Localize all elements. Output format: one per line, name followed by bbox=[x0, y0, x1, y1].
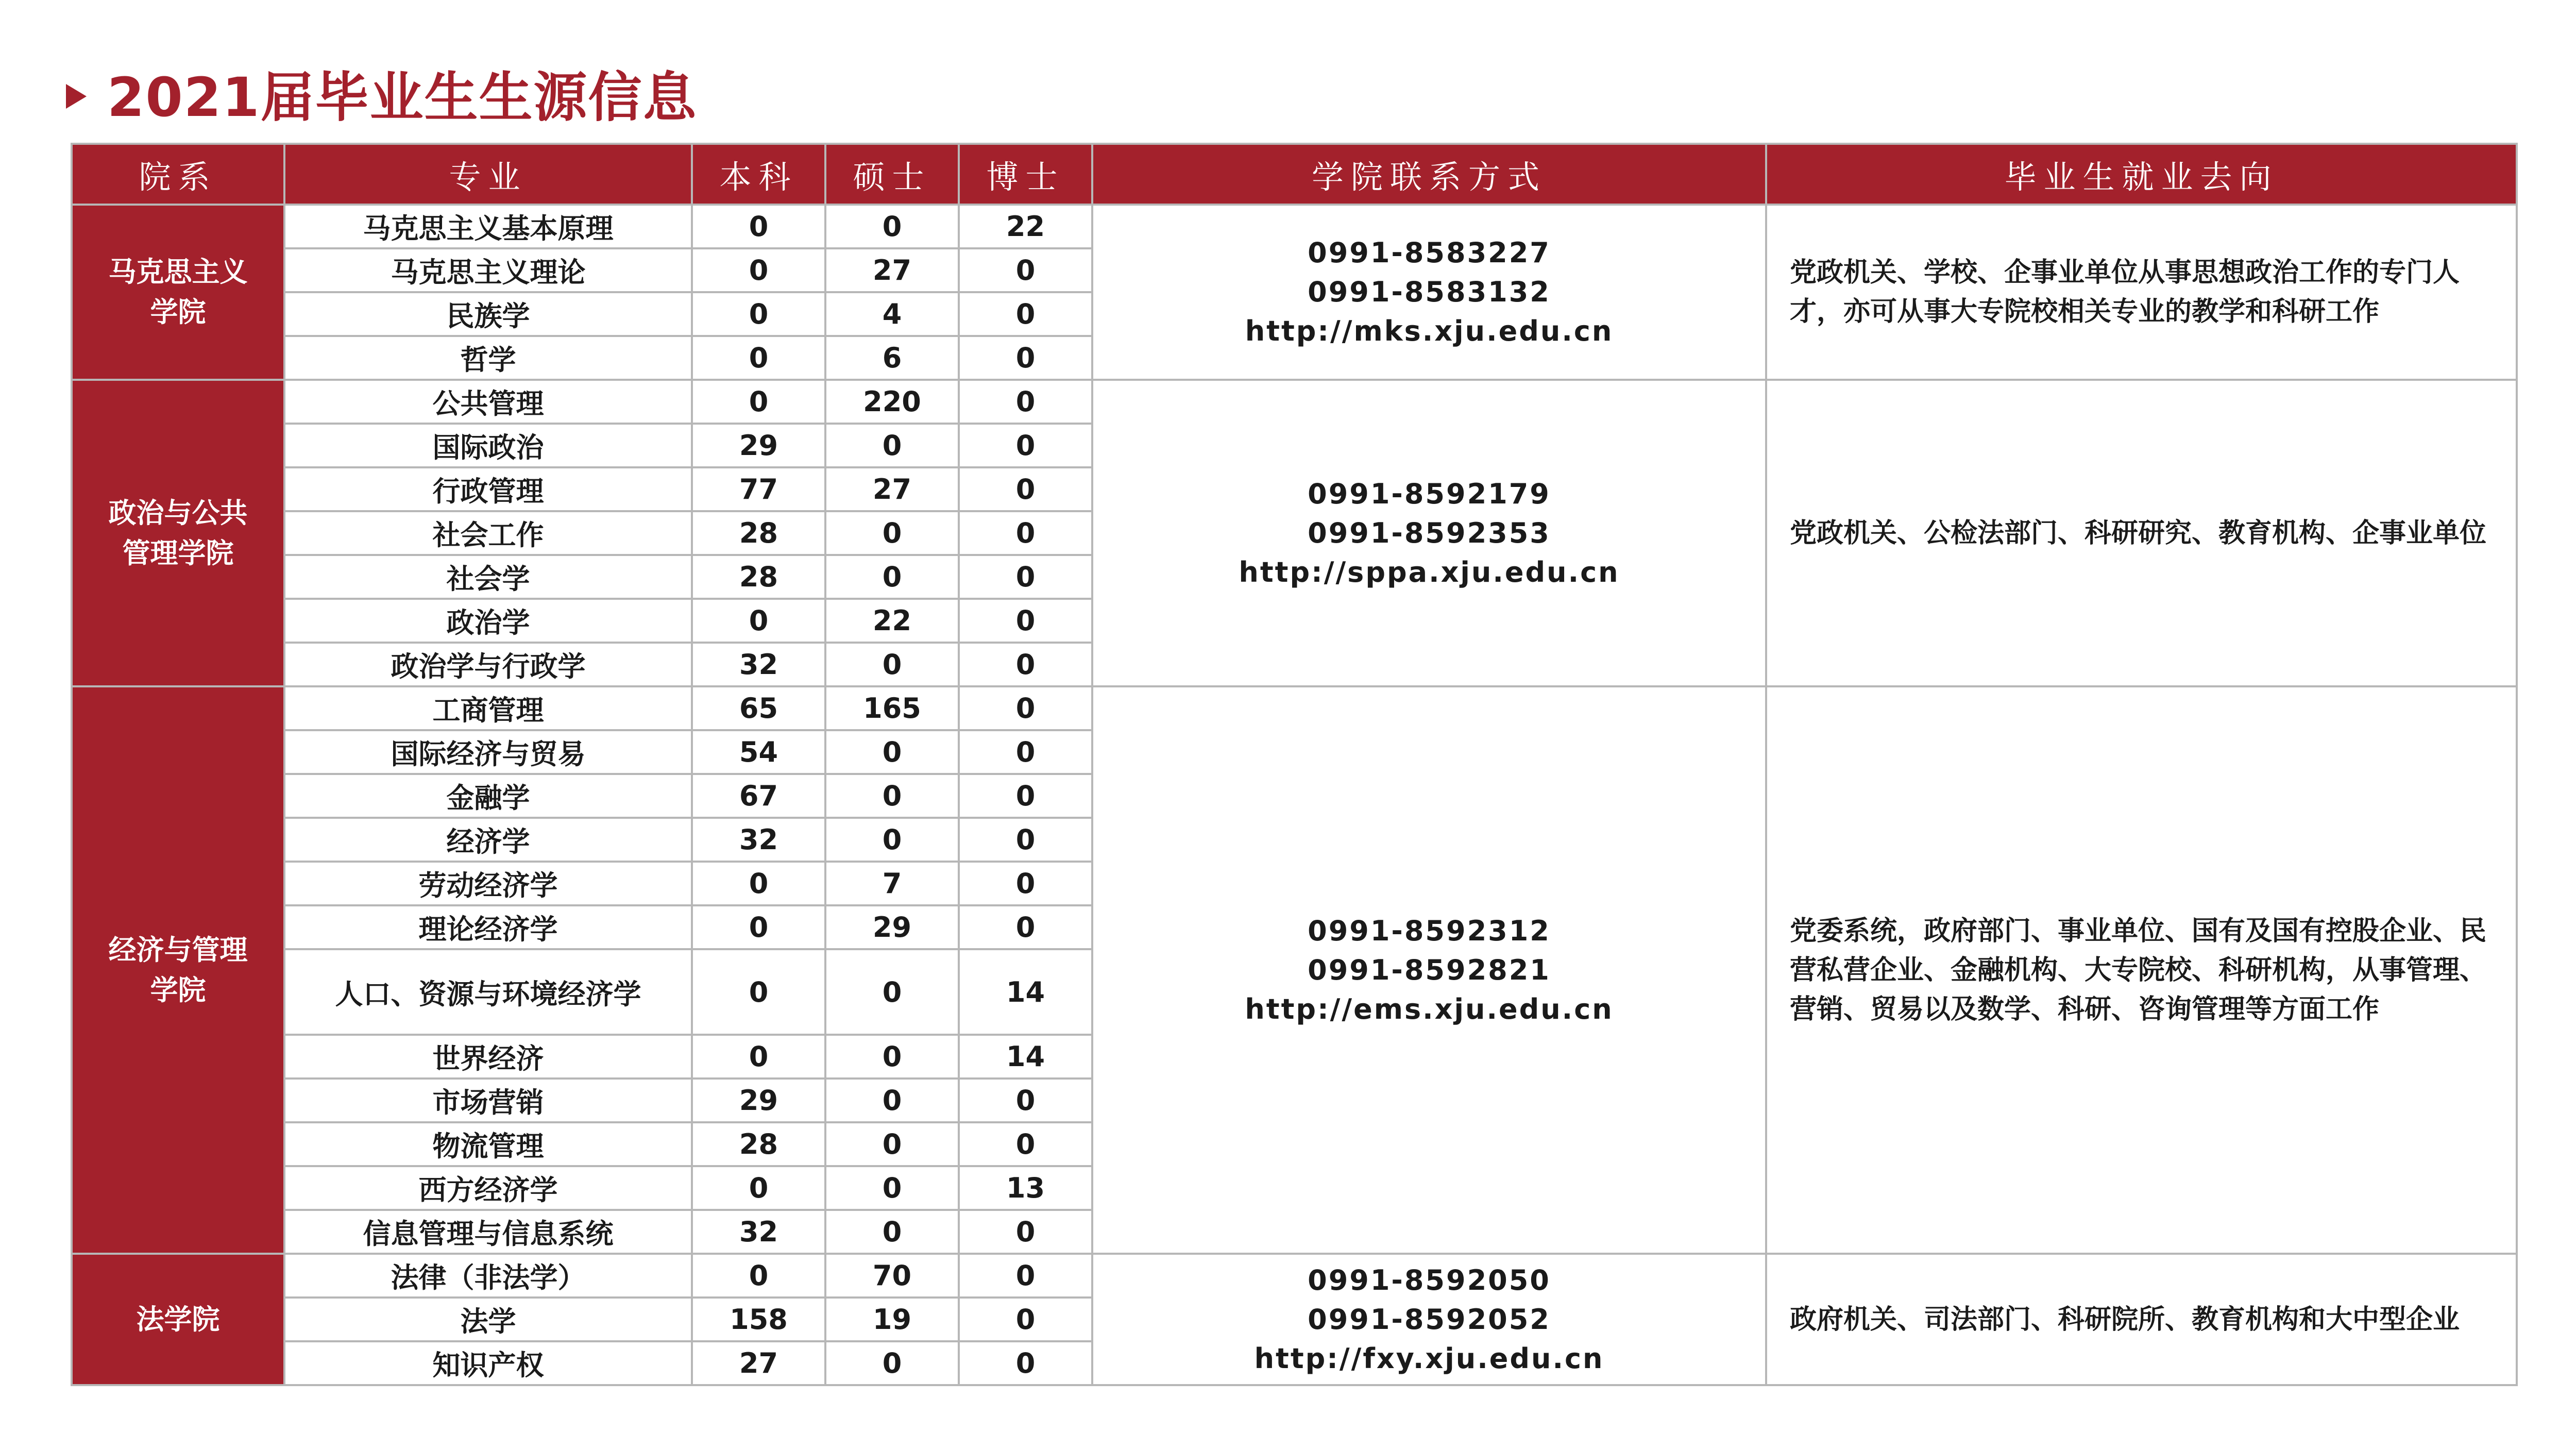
doctor-count: 0 bbox=[959, 1122, 1092, 1166]
doctor-count: 14 bbox=[959, 1035, 1092, 1079]
doctor-count: 0 bbox=[959, 686, 1092, 730]
doctor-count: 0 bbox=[959, 555, 1092, 599]
bachelor-count: 27 bbox=[692, 1341, 825, 1385]
header-major: 专业 bbox=[284, 144, 692, 205]
major-cell: 马克思主义理论 bbox=[284, 248, 692, 292]
bachelor-count: 77 bbox=[692, 467, 825, 511]
dept-cell bbox=[72, 205, 284, 380]
doctor-count: 14 bbox=[959, 949, 1092, 1035]
bachelor-count: 0 bbox=[692, 336, 825, 380]
master-count: 0 bbox=[825, 1122, 959, 1166]
major-cell: 劳动经济学 bbox=[284, 862, 692, 905]
bachelor-count: 0 bbox=[692, 1166, 825, 1210]
bachelor-count: 0 bbox=[692, 205, 825, 248]
major-cell: 政治学与行政学 bbox=[284, 643, 692, 686]
bachelor-count: 158 bbox=[692, 1298, 825, 1341]
master-count: 70 bbox=[825, 1254, 959, 1298]
dept-name-line: 法学院 bbox=[136, 1303, 220, 1336]
master-count: 0 bbox=[825, 1035, 959, 1079]
master-count: 19 bbox=[825, 1298, 959, 1341]
phone-number: 0991-8592050 bbox=[1308, 1263, 1551, 1296]
bachelor-count: 32 bbox=[692, 1210, 825, 1254]
master-count: 0 bbox=[825, 205, 959, 248]
major-cell: 市场营销 bbox=[284, 1079, 692, 1122]
doctor-count: 0 bbox=[959, 730, 1092, 774]
bachelor-count: 28 bbox=[692, 511, 825, 555]
doctor-count: 0 bbox=[959, 380, 1092, 424]
phone-number: 0991-8583132 bbox=[1308, 276, 1551, 308]
contact-cell bbox=[1092, 686, 1766, 1254]
major-cell: 马克思主义基本原理 bbox=[284, 205, 692, 248]
phone-number: 0991-8592179 bbox=[1308, 477, 1551, 510]
contact-cell bbox=[1092, 205, 1766, 380]
master-count: 7 bbox=[825, 862, 959, 905]
doctor-count: 0 bbox=[959, 818, 1092, 862]
dept-name-line: 马克思主义 bbox=[108, 256, 248, 288]
bachelor-count: 0 bbox=[692, 905, 825, 949]
bachelor-count: 0 bbox=[692, 248, 825, 292]
doctor-count: 0 bbox=[959, 774, 1092, 818]
bachelor-count: 29 bbox=[692, 1079, 825, 1122]
bachelor-count: 32 bbox=[692, 643, 825, 686]
table-row bbox=[72, 686, 2517, 730]
destination-cell: 党政机关、学校、企事业单位从事思想政治工作的专门人才，亦可从事大专院校相关专业的教学和科研工作 bbox=[1766, 205, 2517, 380]
master-count: 0 bbox=[825, 949, 959, 1035]
major-cell: 民族学 bbox=[284, 292, 692, 336]
bachelor-count: 0 bbox=[692, 1254, 825, 1298]
bachelor-count: 65 bbox=[692, 686, 825, 730]
master-count: 4 bbox=[825, 292, 959, 336]
header-bachelor: 本科 bbox=[692, 144, 825, 205]
master-count: 0 bbox=[825, 555, 959, 599]
bachelor-count: 54 bbox=[692, 730, 825, 774]
phone-number: 0991-8592052 bbox=[1308, 1303, 1551, 1336]
dept-name-line: 政治与公共 bbox=[108, 496, 248, 529]
website-url: http://sppa.xju.edu.cn bbox=[1239, 555, 1620, 588]
dept-cell bbox=[72, 380, 284, 686]
major-cell: 知识产权 bbox=[284, 1341, 692, 1385]
master-count: 165 bbox=[825, 686, 959, 730]
doctor-count: 0 bbox=[959, 1254, 1092, 1298]
bachelor-count: 32 bbox=[692, 818, 825, 862]
bachelor-count: 28 bbox=[692, 1122, 825, 1166]
master-count: 0 bbox=[825, 1210, 959, 1254]
major-cell: 国际经济与贸易 bbox=[284, 730, 692, 774]
master-count: 0 bbox=[825, 1079, 959, 1122]
dept-cell bbox=[72, 686, 284, 1254]
major-cell: 公共管理 bbox=[284, 380, 692, 424]
bachelor-count: 0 bbox=[692, 599, 825, 643]
major-cell: 哲学 bbox=[284, 336, 692, 380]
doctor-count: 0 bbox=[959, 511, 1092, 555]
doctor-count: 0 bbox=[959, 292, 1092, 336]
bachelor-count: 0 bbox=[692, 1035, 825, 1079]
website-url: http://fxy.xju.edu.cn bbox=[1254, 1342, 1604, 1375]
major-cell: 理论经济学 bbox=[284, 905, 692, 949]
master-count: 29 bbox=[825, 905, 959, 949]
major-cell: 行政管理 bbox=[284, 467, 692, 511]
phone-number: 0991-8592312 bbox=[1308, 914, 1551, 947]
major-cell: 政治学 bbox=[284, 599, 692, 643]
major-cell: 社会工作 bbox=[284, 511, 692, 555]
doctor-count: 0 bbox=[959, 643, 1092, 686]
website-url: http://ems.xju.edu.cn bbox=[1245, 992, 1614, 1025]
doctor-count: 0 bbox=[959, 1079, 1092, 1122]
dept-name-line: 学院 bbox=[150, 296, 206, 328]
master-count: 0 bbox=[825, 424, 959, 467]
doctor-count: 0 bbox=[959, 467, 1092, 511]
doctor-count: 0 bbox=[959, 1298, 1092, 1341]
major-cell: 西方经济学 bbox=[284, 1166, 692, 1210]
doctor-count: 0 bbox=[959, 599, 1092, 643]
major-cell: 人口、资源与环境经济学 bbox=[284, 949, 692, 1035]
doctor-count: 0 bbox=[959, 424, 1092, 467]
header-master: 硕士 bbox=[825, 144, 959, 205]
contact-cell bbox=[1092, 380, 1766, 686]
bachelor-count: 29 bbox=[692, 424, 825, 467]
major-cell: 法律（非法学） bbox=[284, 1254, 692, 1298]
bachelor-count: 0 bbox=[692, 292, 825, 336]
major-cell: 物流管理 bbox=[284, 1122, 692, 1166]
master-count: 0 bbox=[825, 1341, 959, 1385]
triangle-bullet-icon bbox=[66, 84, 87, 109]
master-count: 0 bbox=[825, 1166, 959, 1210]
destination-cell: 政府机关、司法部门、科研院所、教育机构和大中型企业 bbox=[1766, 1254, 2517, 1385]
doctor-count: 0 bbox=[959, 1341, 1092, 1385]
major-cell: 世界经济 bbox=[284, 1035, 692, 1079]
doctor-count: 22 bbox=[959, 205, 1092, 248]
phone-number: 0991-8592353 bbox=[1308, 516, 1551, 549]
major-cell: 工商管理 bbox=[284, 686, 692, 730]
dept-cell bbox=[72, 1254, 284, 1385]
master-count: 0 bbox=[825, 818, 959, 862]
phone-number: 0991-8583227 bbox=[1308, 237, 1551, 269]
major-cell: 国际政治 bbox=[284, 424, 692, 467]
master-count: 6 bbox=[825, 336, 959, 380]
bachelor-count: 0 bbox=[692, 380, 825, 424]
doctor-count: 13 bbox=[959, 1166, 1092, 1210]
phone-number: 0991-8592821 bbox=[1308, 953, 1551, 986]
major-cell: 经济学 bbox=[284, 818, 692, 862]
major-cell: 金融学 bbox=[284, 774, 692, 818]
major-cell: 信息管理与信息系统 bbox=[284, 1210, 692, 1254]
master-count: 27 bbox=[825, 467, 959, 511]
dept-name-line: 学院 bbox=[150, 973, 206, 1006]
dept-name-line: 管理学院 bbox=[122, 536, 234, 569]
doctor-count: 0 bbox=[959, 248, 1092, 292]
header-contact: 学院联系方式 bbox=[1092, 144, 1766, 205]
master-count: 220 bbox=[825, 380, 959, 424]
header-doctor: 博士 bbox=[959, 144, 1092, 205]
page-header bbox=[66, 57, 697, 129]
table-row bbox=[72, 205, 2517, 248]
major-cell: 法学 bbox=[284, 1298, 692, 1341]
destination-cell: 党委系统，政府部门、事业单位、国有及国有控股企业、民营私营企业、金融机构、大专院校、科研机构，从事管理、营销、贸易以及数学、科研、咨询管理等方面工作 bbox=[1766, 686, 2517, 1254]
contact-cell bbox=[1092, 1254, 1766, 1385]
header-dept: 院系 bbox=[72, 144, 284, 205]
table-header-row bbox=[72, 144, 2517, 205]
master-count: 27 bbox=[825, 248, 959, 292]
graduate-source-table bbox=[71, 143, 2518, 1386]
doctor-count: 0 bbox=[959, 336, 1092, 380]
dept-name-line: 经济与管理 bbox=[108, 933, 248, 966]
major-cell: 社会学 bbox=[284, 555, 692, 599]
doctor-count: 0 bbox=[959, 905, 1092, 949]
website-url: http://mks.xju.edu.cn bbox=[1245, 315, 1614, 347]
master-count: 0 bbox=[825, 730, 959, 774]
bachelor-count: 67 bbox=[692, 774, 825, 818]
doctor-count: 0 bbox=[959, 1210, 1092, 1254]
page-title: 2021届毕业生生源信息 bbox=[107, 66, 698, 129]
table-row bbox=[72, 380, 2517, 424]
doctor-count: 0 bbox=[959, 862, 1092, 905]
bachelor-count: 28 bbox=[692, 555, 825, 599]
bachelor-count: 0 bbox=[692, 949, 825, 1035]
header-destination: 毕业生就业去向 bbox=[1766, 144, 2517, 205]
table-row bbox=[72, 1254, 2517, 1298]
master-count: 22 bbox=[825, 599, 959, 643]
master-count: 0 bbox=[825, 774, 959, 818]
bachelor-count: 0 bbox=[692, 862, 825, 905]
master-count: 0 bbox=[825, 511, 959, 555]
destination-cell: 党政机关、公检法部门、科研研究、教育机构、企事业单位 bbox=[1766, 380, 2517, 686]
master-count: 0 bbox=[825, 643, 959, 686]
